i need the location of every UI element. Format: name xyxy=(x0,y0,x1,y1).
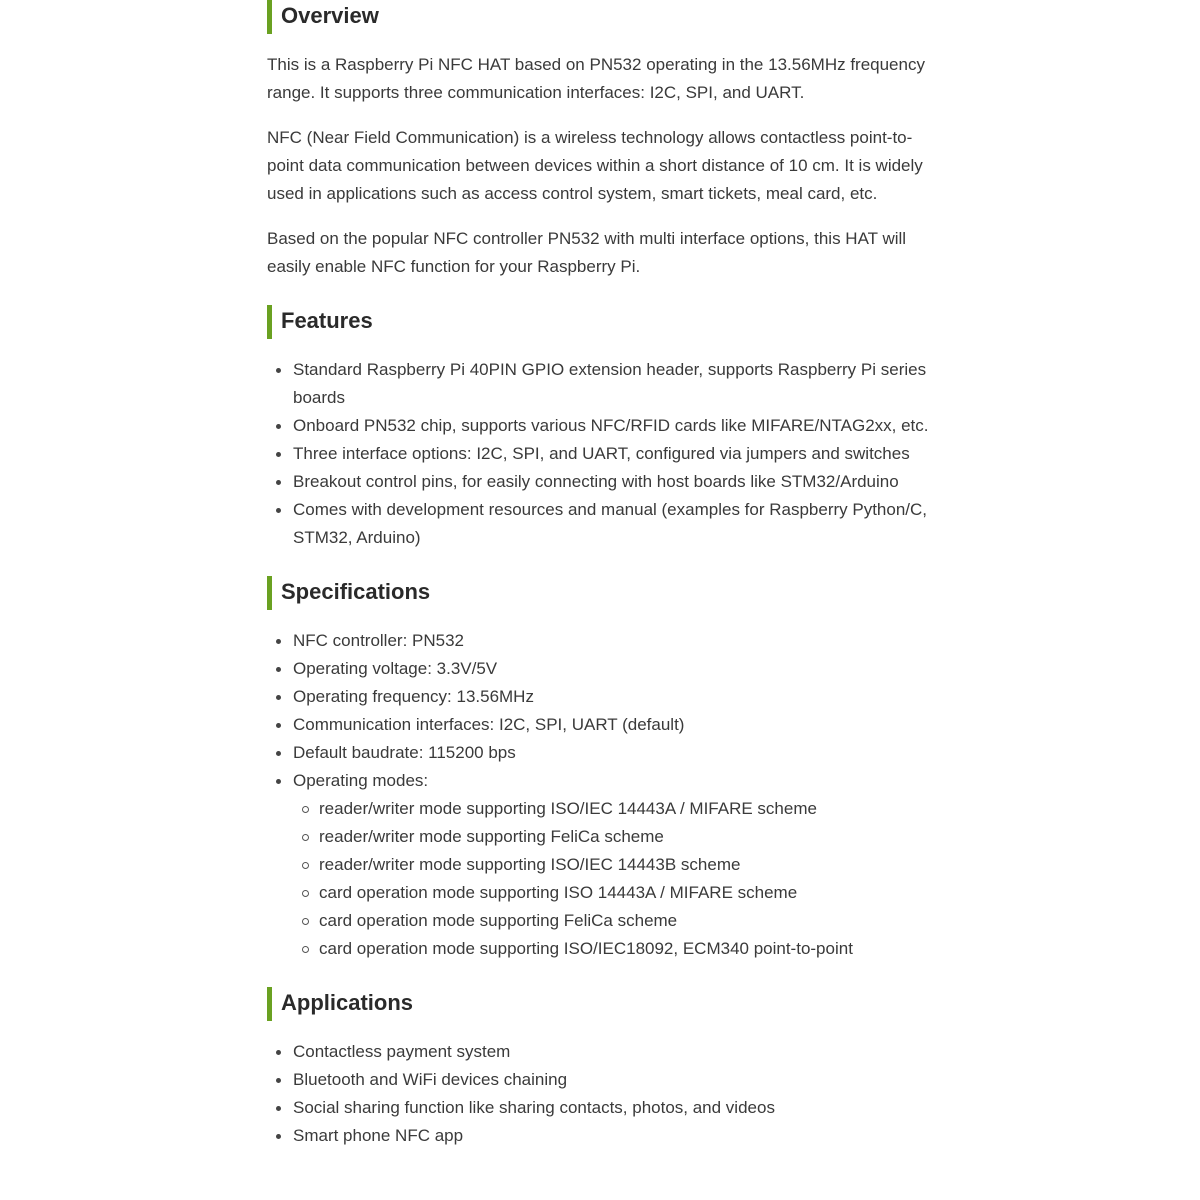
bullet-icon xyxy=(276,1050,281,1055)
list-item-text: Onboard PN532 chip, supports various NFC/RFID cards like MIFARE/NTAG2xx, etc. xyxy=(293,416,929,435)
list-item-text: Standard Raspberry Pi 40PIN GPIO extension header, supports Raspberry Pi series boards xyxy=(293,360,927,407)
list-item-text: Three interface options: I2C, SPI, and UART, configured via jumpers and switches xyxy=(293,444,910,463)
sub-list-item-text: card operation mode supporting ISO/IEC18092, ECM340 point-to-point xyxy=(319,939,853,958)
list-item xyxy=(267,683,937,711)
list-item xyxy=(267,1094,937,1122)
sub-list-item xyxy=(293,795,937,823)
heading-accent-bar xyxy=(267,576,272,610)
list-item xyxy=(267,1066,937,1094)
list-item-text: Comes with development resources and manual (examples for Raspberry Python/C, STM32, Arduino) xyxy=(293,500,928,547)
list-item xyxy=(267,440,937,468)
circle-bullet-icon xyxy=(302,862,309,869)
bullet-icon xyxy=(276,723,281,728)
list-item xyxy=(267,1122,937,1150)
bullet-icon xyxy=(276,751,281,756)
list-item-text: Social sharing function like sharing contacts, photos, and videos xyxy=(293,1098,775,1117)
list-item xyxy=(267,767,937,963)
sub-list-item xyxy=(293,907,937,935)
list-item xyxy=(267,1038,937,1066)
specifications-heading-text: Specifications xyxy=(281,579,431,604)
heading-accent-bar xyxy=(267,305,272,339)
sub-list-item xyxy=(293,935,937,963)
sub-list-item-text: reader/writer mode supporting ISO/IEC 14443A / MIFARE scheme xyxy=(319,799,817,818)
bullet-icon xyxy=(276,480,281,485)
list-item-text: Bluetooth and WiFi devices chaining xyxy=(293,1070,568,1089)
heading-accent-bar xyxy=(267,0,272,34)
specifications-list xyxy=(267,627,937,963)
circle-bullet-icon xyxy=(302,890,309,897)
sub-list-item xyxy=(293,851,937,879)
applications-heading-text: Applications xyxy=(281,990,414,1015)
sub-list-item-text: reader/writer mode supporting ISO/IEC 14443B scheme xyxy=(319,855,741,874)
list-item xyxy=(267,468,937,496)
circle-bullet-icon xyxy=(302,918,309,925)
bullet-icon xyxy=(276,508,281,513)
circle-bullet-icon xyxy=(302,806,309,813)
operating-modes-list xyxy=(293,795,937,963)
overview-heading-text: Overview xyxy=(281,3,379,28)
applications-heading xyxy=(267,987,937,1021)
article-content xyxy=(267,0,937,1150)
sub-list-item-text: reader/writer mode supporting FeliCa scheme xyxy=(319,827,664,846)
bullet-icon xyxy=(276,667,281,672)
bullet-icon xyxy=(276,779,281,784)
list-item-text: NFC controller: PN532 xyxy=(293,631,465,650)
features-heading xyxy=(267,305,937,339)
list-item-text: Operating modes: xyxy=(293,771,429,790)
list-item-text: Operating frequency: 13.56MHz xyxy=(293,687,534,706)
list-item-text: Operating voltage: 3.3V/5V xyxy=(293,659,498,678)
overview-paragraph: Based on the popular NFC controller PN532 with multi interface options, this HAT will easily enable NFC function for your Raspberry Pi. xyxy=(267,229,907,276)
bullet-icon xyxy=(276,1078,281,1083)
bullet-icon xyxy=(276,424,281,429)
list-item-text: Communication interfaces: I2C, SPI, UART (default) xyxy=(293,715,685,734)
specifications-heading xyxy=(267,576,937,610)
list-item xyxy=(267,496,937,552)
overview-paragraph: This is a Raspberry Pi NFC HAT based on PN532 operating in the 13.56MHz frequency range. It supports three communication interfaces: I2C, SPI, and UART. xyxy=(267,55,925,102)
heading-accent-bar xyxy=(267,987,272,1021)
features-list xyxy=(267,356,937,552)
sub-list-item-text: card operation mode supporting FeliCa scheme xyxy=(319,911,678,930)
list-item-text: Breakout control pins, for easily connecting with host boards like STM32/Arduino xyxy=(293,472,899,491)
bullet-icon xyxy=(276,695,281,700)
sub-list-item xyxy=(293,879,937,907)
list-item-text: Smart phone NFC app xyxy=(293,1126,464,1145)
bullet-icon xyxy=(276,368,281,373)
list-item xyxy=(267,711,937,739)
list-item xyxy=(267,655,937,683)
circle-bullet-icon xyxy=(302,834,309,841)
bullet-icon xyxy=(276,1134,281,1139)
list-item xyxy=(267,739,937,767)
list-item-text: Default baudrate: 115200 bps xyxy=(293,743,516,762)
applications-list xyxy=(267,1038,937,1150)
circle-bullet-icon xyxy=(302,946,309,953)
overview-heading xyxy=(267,0,937,34)
sub-list-item-text: card operation mode supporting ISO 14443A / MIFARE scheme xyxy=(319,883,798,902)
list-item xyxy=(267,412,937,440)
overview-paragraph: NFC (Near Field Communication) is a wireless technology allows contactless point-to-point data communication between devices within a short distance of 10 cm. It is widely used in applications such as access control system, smart tickets, meal card, etc. xyxy=(267,128,923,203)
bullet-icon xyxy=(276,1106,281,1111)
list-item-text: Contactless payment system xyxy=(293,1042,511,1061)
sub-list-item xyxy=(293,823,937,851)
features-heading-text: Features xyxy=(281,308,373,333)
list-item xyxy=(267,627,937,655)
list-item xyxy=(267,356,937,412)
bullet-icon xyxy=(276,452,281,457)
bullet-icon xyxy=(276,639,281,644)
